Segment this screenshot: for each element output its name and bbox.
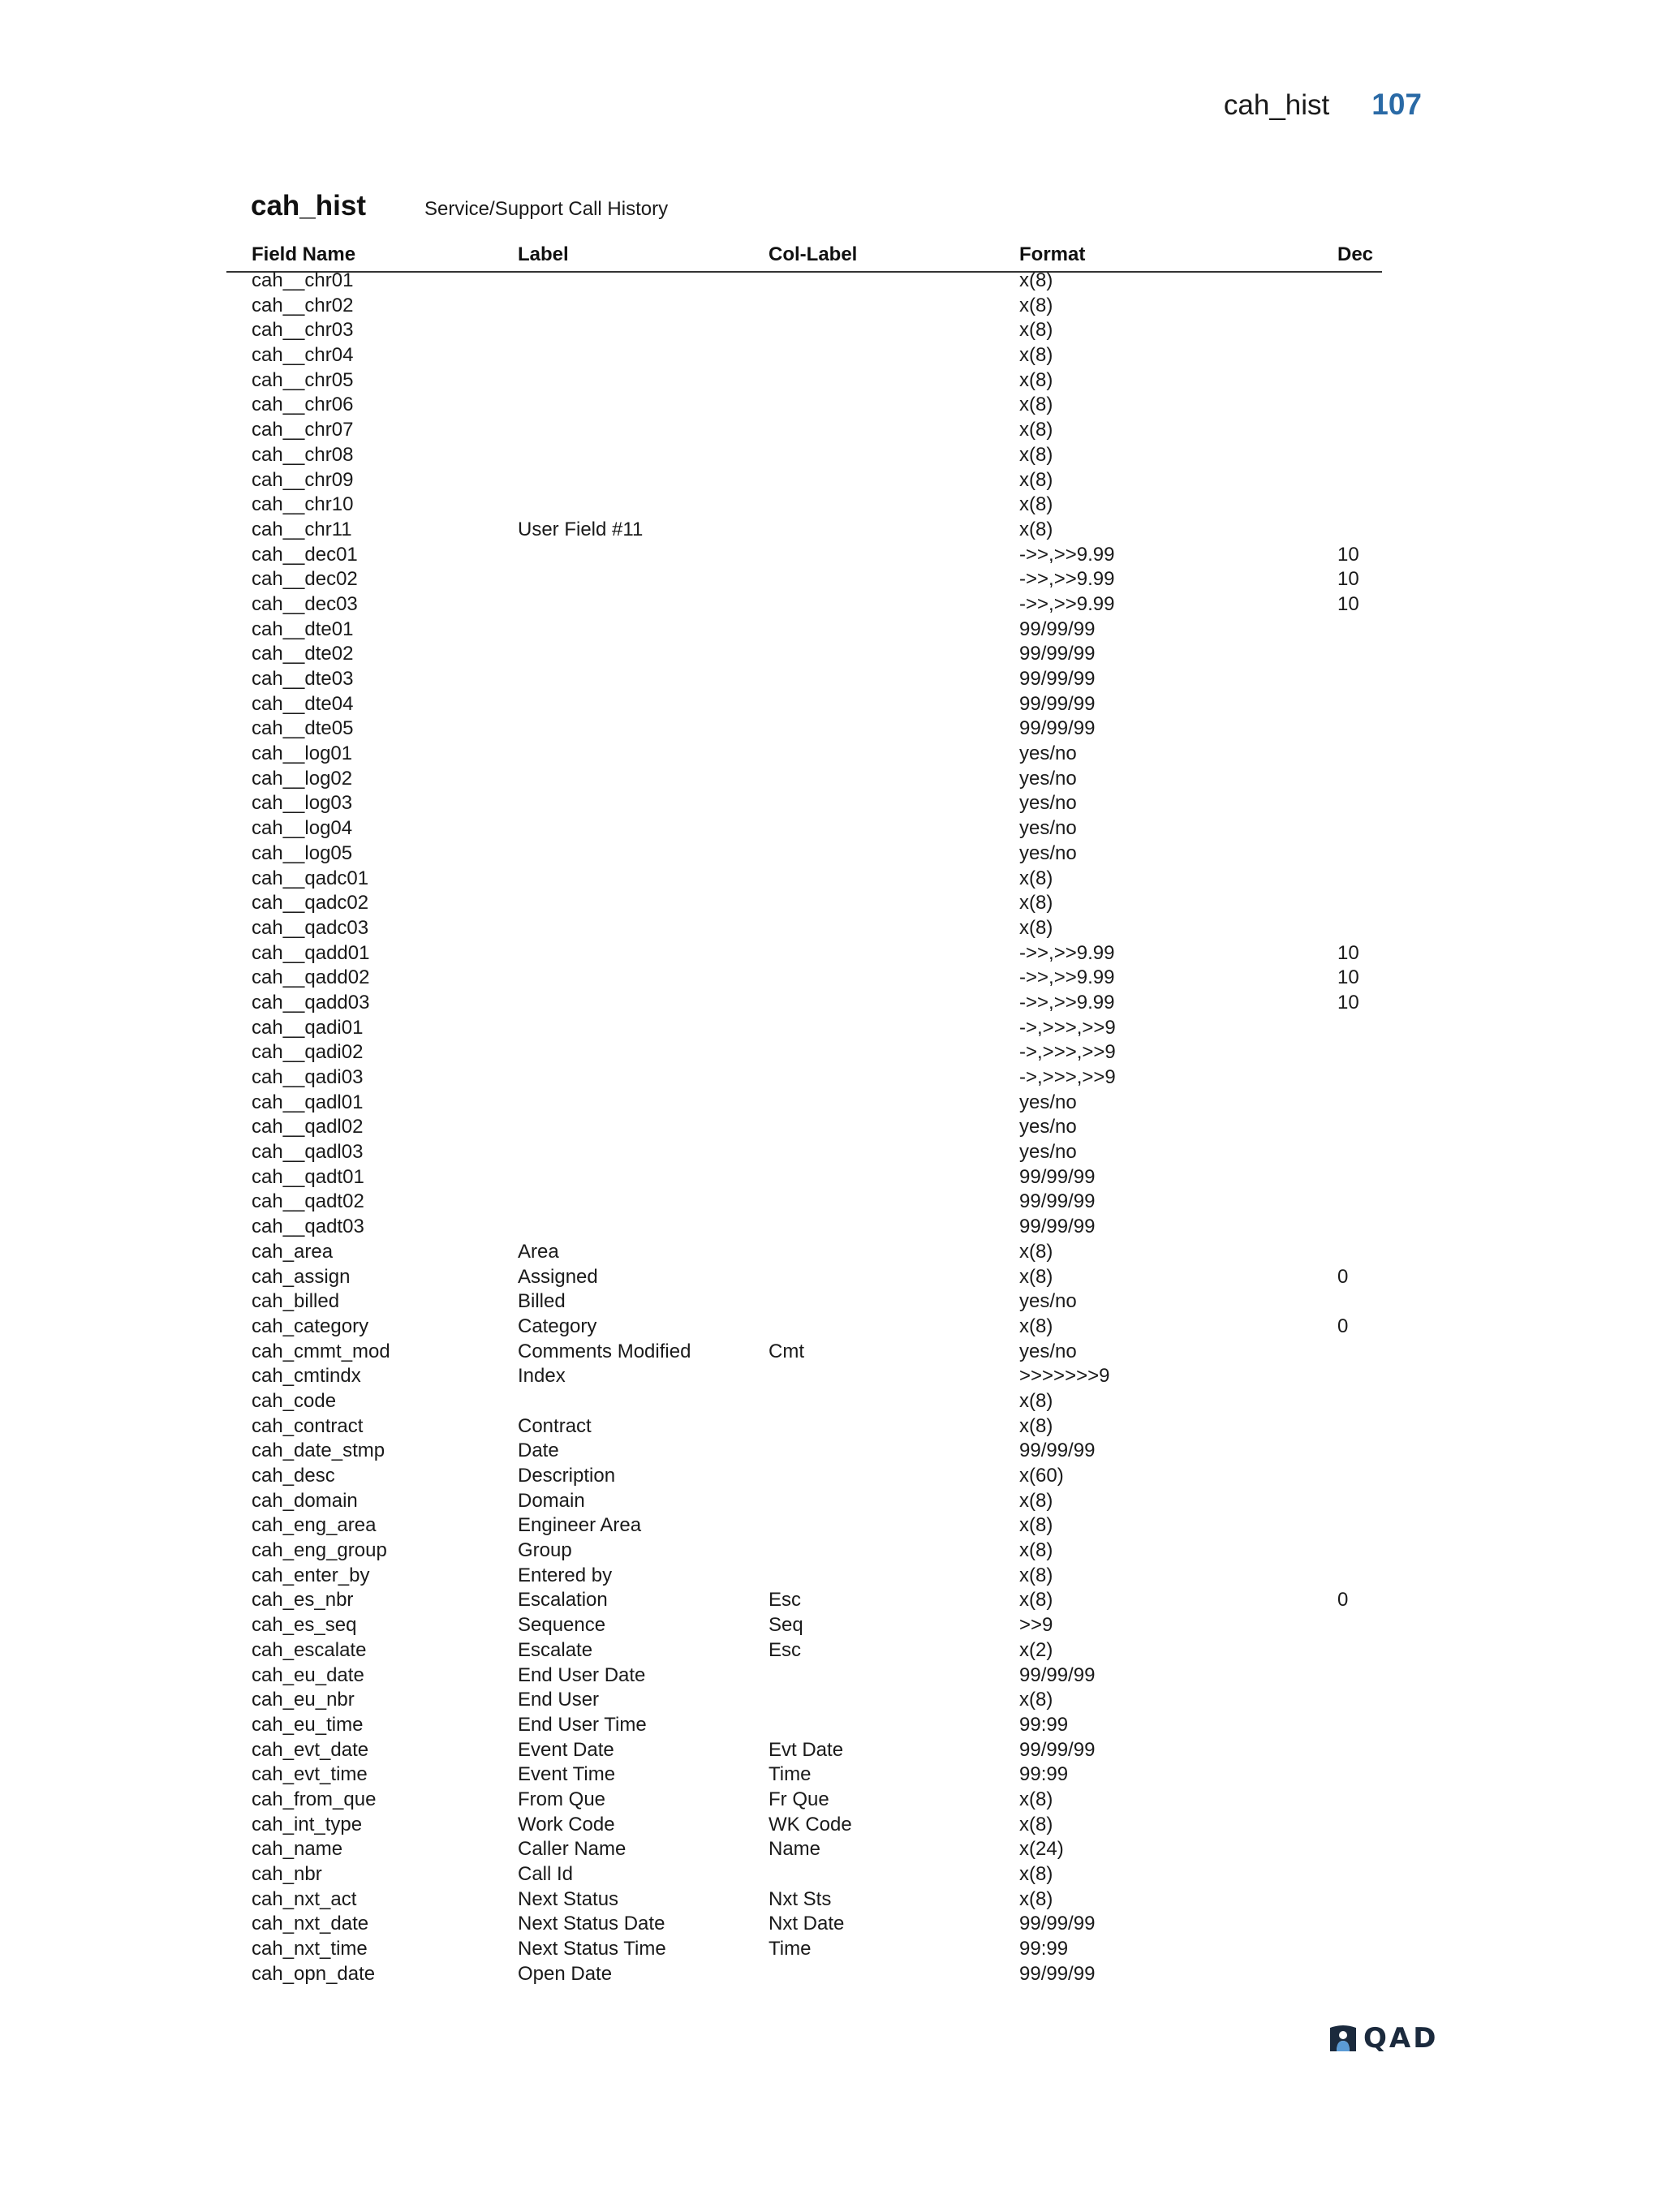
format-cell: 99/99/99 [1019,717,1096,740]
dec-cell: 10 [1337,966,1359,989]
format-cell: x(8) [1019,493,1053,516]
format-cell: x(8) [1019,1265,1053,1288]
format-cell: x(24) [1019,1838,1064,1861]
format-cell: x(8) [1019,1489,1053,1512]
label-cell: Contract [518,1414,592,1437]
label-cell: End User Date [518,1663,646,1686]
label-cell: Work Code [518,1813,615,1835]
table-row [0,1513,1662,1539]
format-cell: x(8) [1019,468,1053,491]
format-cell: x(8) [1019,1689,1053,1711]
field-name-cell: cah__qadt01 [252,1165,364,1188]
label-cell: Area [518,1240,559,1263]
qad-logo-text: QAD [1363,2022,1439,2055]
format-cell: yes/no [1019,817,1077,840]
column-header-format: Format [1019,243,1086,265]
field-name-cell: cah__chr03 [252,319,354,342]
table-row [0,1738,1662,1763]
field-name-cell: cah__dte01 [252,618,354,640]
format-cell: yes/no [1019,1091,1077,1113]
page-number: 107 [1371,88,1422,121]
table-row [0,1762,1662,1788]
table-row [0,767,1662,792]
table-row [0,592,1662,618]
field-name-cell: cah__chr01 [252,269,354,291]
format-cell: 99/99/99 [1019,668,1096,690]
running-header-title: cah_hist [1223,89,1330,121]
format-cell: yes/no [1019,1141,1077,1164]
field-name-cell: cah__qadd01 [252,941,370,964]
field-name-cell: cah__qadt02 [252,1190,364,1213]
table-row [0,343,1662,368]
format-cell: ->>,>>9.99 [1019,941,1115,964]
field-name-cell: cah__qadc02 [252,892,369,914]
table-row [0,1190,1662,1215]
table-row [0,1016,1662,1041]
col-label-cell: Esc [769,1589,802,1612]
format-cell: yes/no [1019,1290,1077,1313]
table-row [0,1539,1662,1564]
table-row [0,966,1662,991]
label-cell: Category [518,1315,597,1337]
field-name-cell: cah__log05 [252,841,353,864]
label-cell: Event Date [518,1738,614,1761]
table-row [0,891,1662,916]
format-cell: x(2) [1019,1638,1053,1661]
field-name-cell: cah__dte04 [252,692,354,715]
table-row [0,1240,1662,1265]
format-cell: ->,>>>,>>9 [1019,1066,1116,1088]
table-row [0,1165,1662,1190]
field-name-cell: cah__dte03 [252,668,354,690]
col-label-cell: Nxt Date [769,1913,845,1935]
table-row [0,1813,1662,1838]
label-cell: Next Status Date [518,1913,665,1935]
format-cell: 99/99/99 [1019,1738,1096,1761]
field-name-cell: cah__chr05 [252,368,354,391]
field-name-cell: cah_code [252,1389,337,1412]
col-label-cell: Name [769,1838,821,1861]
format-cell: ->>,>>9.99 [1019,543,1115,566]
table-row [0,1364,1662,1389]
format-cell: 99/99/99 [1019,1962,1096,1985]
field-name-cell: cah_nxt_date [252,1913,369,1935]
table-row [0,1091,1662,1116]
label-cell: Description [518,1465,616,1487]
format-cell: 99/99/99 [1019,1440,1096,1462]
field-name-cell: cah_es_nbr [252,1589,354,1612]
field-name-cell: cah_category [252,1315,369,1337]
field-name-cell: cah__dec03 [252,592,358,615]
format-cell: ->>,>>9.99 [1019,966,1115,989]
table-row [0,1887,1662,1913]
table-row [0,1315,1662,1340]
field-name-cell: cah__chr02 [252,294,354,316]
table-row [0,1340,1662,1365]
table-row [0,692,1662,717]
format-cell: 99/99/99 [1019,618,1096,640]
field-name-cell: cah_desc [252,1465,335,1487]
field-name-cell: cah__log02 [252,767,353,790]
label-cell: Open Date [518,1962,613,1985]
field-name-cell: cah__log04 [252,817,353,840]
table-row [0,393,1662,418]
field-name-cell: cah__dec02 [252,568,358,591]
field-name-cell: cah__qadd03 [252,991,370,1013]
field-name-cell: cah__chr04 [252,344,354,367]
field-name-cell: cah__qadi03 [252,1066,364,1088]
dec-cell: 10 [1337,991,1359,1013]
table-row [0,1788,1662,1813]
format-cell: x(8) [1019,1539,1053,1562]
field-name-cell: cah__dec01 [252,543,358,566]
label-cell: Call Id [518,1863,574,1885]
table-row [0,368,1662,394]
label-cell: Engineer Area [518,1514,642,1537]
format-cell: x(8) [1019,319,1053,342]
format-cell: x(8) [1019,294,1053,316]
format-cell: x(8) [1019,1589,1053,1612]
table-row [0,443,1662,468]
field-name-cell: cah__qadl01 [252,1091,364,1113]
label-cell: Next Status Time [518,1938,666,1960]
col-label-cell: Time [769,1938,812,1960]
format-cell: x(8) [1019,1863,1053,1885]
dec-cell: 0 [1337,1265,1349,1288]
label-cell: From Que [518,1788,606,1810]
dec-cell: 10 [1337,592,1359,615]
format-cell: x(8) [1019,1414,1053,1437]
table-row [0,1115,1662,1140]
table-row [0,916,1662,941]
field-name-cell: cah_area [252,1240,334,1263]
field-name-cell: cah_int_type [252,1813,363,1835]
field-name-cell: cah__qadi02 [252,1041,364,1064]
field-name-cell: cah__qadi01 [252,1016,364,1039]
field-name-cell: cah_eu_nbr [252,1689,355,1711]
field-name-cell: cah_opn_date [252,1962,376,1985]
label-cell: Domain [518,1489,585,1512]
field-name-cell: cah__qadl03 [252,1141,364,1164]
format-cell: x(8) [1019,1389,1053,1412]
format-cell: x(8) [1019,419,1053,441]
table-row [0,1464,1662,1489]
format-cell: ->,>>>,>>9 [1019,1041,1116,1064]
table-row [0,791,1662,816]
table-description: Service/Support Call History [424,198,669,220]
table-row [0,941,1662,966]
field-table-body [0,269,1662,1986]
format-cell: ->>,>>9.99 [1019,592,1115,615]
field-name-cell: cah__qadc03 [252,916,369,939]
table-name: cah_hist [251,190,366,222]
field-name-cell: cah_billed [252,1290,340,1313]
col-label-cell: Evt Date [769,1738,844,1761]
table-row [0,1688,1662,1713]
column-header-col-label: Col-Label [769,243,858,265]
table-row [0,493,1662,518]
field-name-cell: cah__qadl02 [252,1116,364,1138]
table-row [0,543,1662,568]
label-cell: Group [518,1539,572,1562]
col-label-cell: Seq [769,1614,803,1637]
qad-logo [1328,2021,1449,2055]
column-header-field-name: Field Name [252,243,356,265]
table-row [0,1489,1662,1514]
label-cell: Sequence [518,1614,606,1637]
label-cell: Comments Modified [518,1340,691,1362]
label-cell: Escalation [518,1589,608,1612]
format-cell: ->,>>>,>>9 [1019,1016,1116,1039]
table-row [0,1613,1662,1638]
format-cell: 99/99/99 [1019,1165,1096,1188]
dec-cell: 0 [1337,1315,1349,1337]
format-cell: x(8) [1019,1813,1053,1835]
format-cell: x(8) [1019,892,1053,914]
col-label-cell: WK Code [769,1813,852,1835]
format-cell: >>9 [1019,1614,1053,1637]
table-row [0,867,1662,892]
table-row [0,1265,1662,1290]
table-row [0,1638,1662,1663]
table-row [0,518,1662,543]
table-row [0,294,1662,319]
dec-cell: 10 [1337,568,1359,591]
format-cell: x(8) [1019,344,1053,367]
format-cell: ->>,>>9.99 [1019,991,1115,1013]
format-cell: ->>,>>9.99 [1019,568,1115,591]
table-row [0,1065,1662,1091]
format-cell: 99/99/99 [1019,643,1096,665]
label-cell: End User [518,1689,600,1711]
table-row [0,667,1662,692]
field-name-cell: cah__chr06 [252,394,354,416]
dec-cell: 10 [1337,941,1359,964]
table-row [0,1414,1662,1440]
column-header-label: Label [518,243,569,265]
table-row [0,1215,1662,1240]
field-name-cell: cah__chr08 [252,443,354,466]
table-row [0,269,1662,294]
col-label-cell: Fr Que [769,1788,829,1810]
table-row [0,318,1662,343]
field-name-cell: cah__chr11 [252,518,352,540]
col-label-cell: Time [769,1763,812,1786]
field-name-cell: cah_eu_time [252,1713,364,1736]
field-name-cell: cah_escalate [252,1638,367,1661]
label-cell: Assigned [518,1265,598,1288]
field-name-cell: cah__qadd02 [252,966,370,989]
table-row [0,618,1662,643]
running-header [0,88,1422,122]
format-cell: 99/99/99 [1019,1216,1096,1238]
label-cell: User Field #11 [518,518,644,540]
field-name-cell: cah__log03 [252,792,353,815]
qad-logo-icon [1328,2023,1358,2054]
field-name-cell: cah_eng_area [252,1514,377,1537]
format-cell: x(8) [1019,1788,1053,1810]
format-cell: x(8) [1019,1240,1053,1263]
field-name-cell: cah__chr09 [252,468,354,491]
table-row [0,991,1662,1016]
table-row [0,1862,1662,1887]
format-cell: yes/no [1019,767,1077,790]
field-name-cell: cah__log01 [252,742,353,765]
format-cell: x(60) [1019,1465,1064,1487]
table-row [0,418,1662,443]
field-name-cell: cah__qadc01 [252,867,369,889]
field-name-cell: cah__dte05 [252,717,354,740]
label-cell: Next Status [518,1887,619,1910]
field-name-cell: cah_cmmt_mod [252,1340,390,1362]
col-label-cell: Cmt [769,1340,804,1362]
field-name-cell: cah_enter_by [252,1564,370,1586]
label-cell: Event Time [518,1763,616,1786]
field-name-cell: cah_nbr [252,1863,322,1885]
table-row [0,1912,1662,1937]
field-name-cell: cah_eng_group [252,1539,387,1562]
format-cell: >>>>>>>9 [1019,1365,1110,1388]
field-name-cell: cah_nxt_act [252,1887,357,1910]
format-cell: x(8) [1019,269,1053,291]
format-cell: x(8) [1019,518,1053,540]
format-cell: x(8) [1019,867,1053,889]
format-cell: 99:99 [1019,1713,1069,1736]
label-cell: Billed [518,1290,566,1313]
label-cell: Index [518,1365,566,1388]
format-cell: x(8) [1019,1315,1053,1337]
table-row [0,567,1662,592]
table-row [0,642,1662,667]
table-row [0,468,1662,493]
format-cell: yes/no [1019,1116,1077,1138]
table-row [0,816,1662,841]
format-cell: 99/99/99 [1019,692,1096,715]
column-header-row [226,240,1382,273]
field-name-cell: cah__dte02 [252,643,354,665]
table-row [0,1564,1662,1589]
field-name-cell: cah_domain [252,1489,358,1512]
label-cell: Caller Name [518,1838,626,1861]
dec-cell: 0 [1337,1589,1349,1612]
format-cell: x(8) [1019,443,1053,466]
table-row [0,1389,1662,1414]
column-header-dec: Dec [1337,243,1374,265]
format-cell: x(8) [1019,1564,1053,1586]
table-row [0,1289,1662,1315]
format-cell: 99/99/99 [1019,1190,1096,1213]
field-name-cell: cah__qadt03 [252,1216,364,1238]
table-row [0,1713,1662,1738]
label-cell: Entered by [518,1564,613,1586]
format-cell: yes/no [1019,792,1077,815]
label-cell: Date [518,1440,559,1462]
col-label-cell: Esc [769,1638,802,1661]
field-name-cell: cah_assign [252,1265,351,1288]
table-row [0,1663,1662,1689]
col-label-cell: Nxt Sts [769,1887,832,1910]
label-cell: Escalate [518,1638,593,1661]
table-row [0,1837,1662,1862]
field-name-cell: cah_es_seq [252,1614,357,1637]
field-name-cell: cah_cmtindx [252,1365,361,1388]
table-row [0,742,1662,767]
table-row [0,1140,1662,1165]
field-name-cell: cah_date_stmp [252,1440,385,1462]
format-cell: x(8) [1019,1887,1053,1910]
field-name-cell: cah_nxt_time [252,1938,368,1960]
field-name-cell: cah_name [252,1838,343,1861]
table-row [0,1937,1662,1962]
format-cell: x(8) [1019,1514,1053,1537]
format-cell: x(8) [1019,368,1053,391]
format-cell: 99/99/99 [1019,1663,1096,1686]
format-cell: yes/no [1019,742,1077,765]
format-cell: 99:99 [1019,1938,1069,1960]
table-row [0,1962,1662,1987]
format-cell: x(8) [1019,394,1053,416]
field-name-cell: cah__chr07 [252,419,354,441]
field-name-cell: cah_evt_time [252,1763,368,1786]
field-name-cell: cah_eu_date [252,1663,364,1686]
table-row [0,841,1662,867]
field-name-cell: cah_evt_date [252,1738,369,1761]
field-name-cell: cah_contract [252,1414,364,1437]
format-cell: yes/no [1019,1340,1077,1362]
format-cell: x(8) [1019,916,1053,939]
table-row [0,1040,1662,1065]
field-name-cell: cah__chr10 [252,493,354,516]
format-cell: 99:99 [1019,1763,1069,1786]
table-row [0,717,1662,742]
format-cell: 99/99/99 [1019,1913,1096,1935]
format-cell: yes/no [1019,841,1077,864]
table-row [0,1588,1662,1613]
label-cell: End User Time [518,1713,647,1736]
table-row [0,1439,1662,1464]
dec-cell: 10 [1337,543,1359,566]
field-name-cell: cah_from_que [252,1788,377,1810]
